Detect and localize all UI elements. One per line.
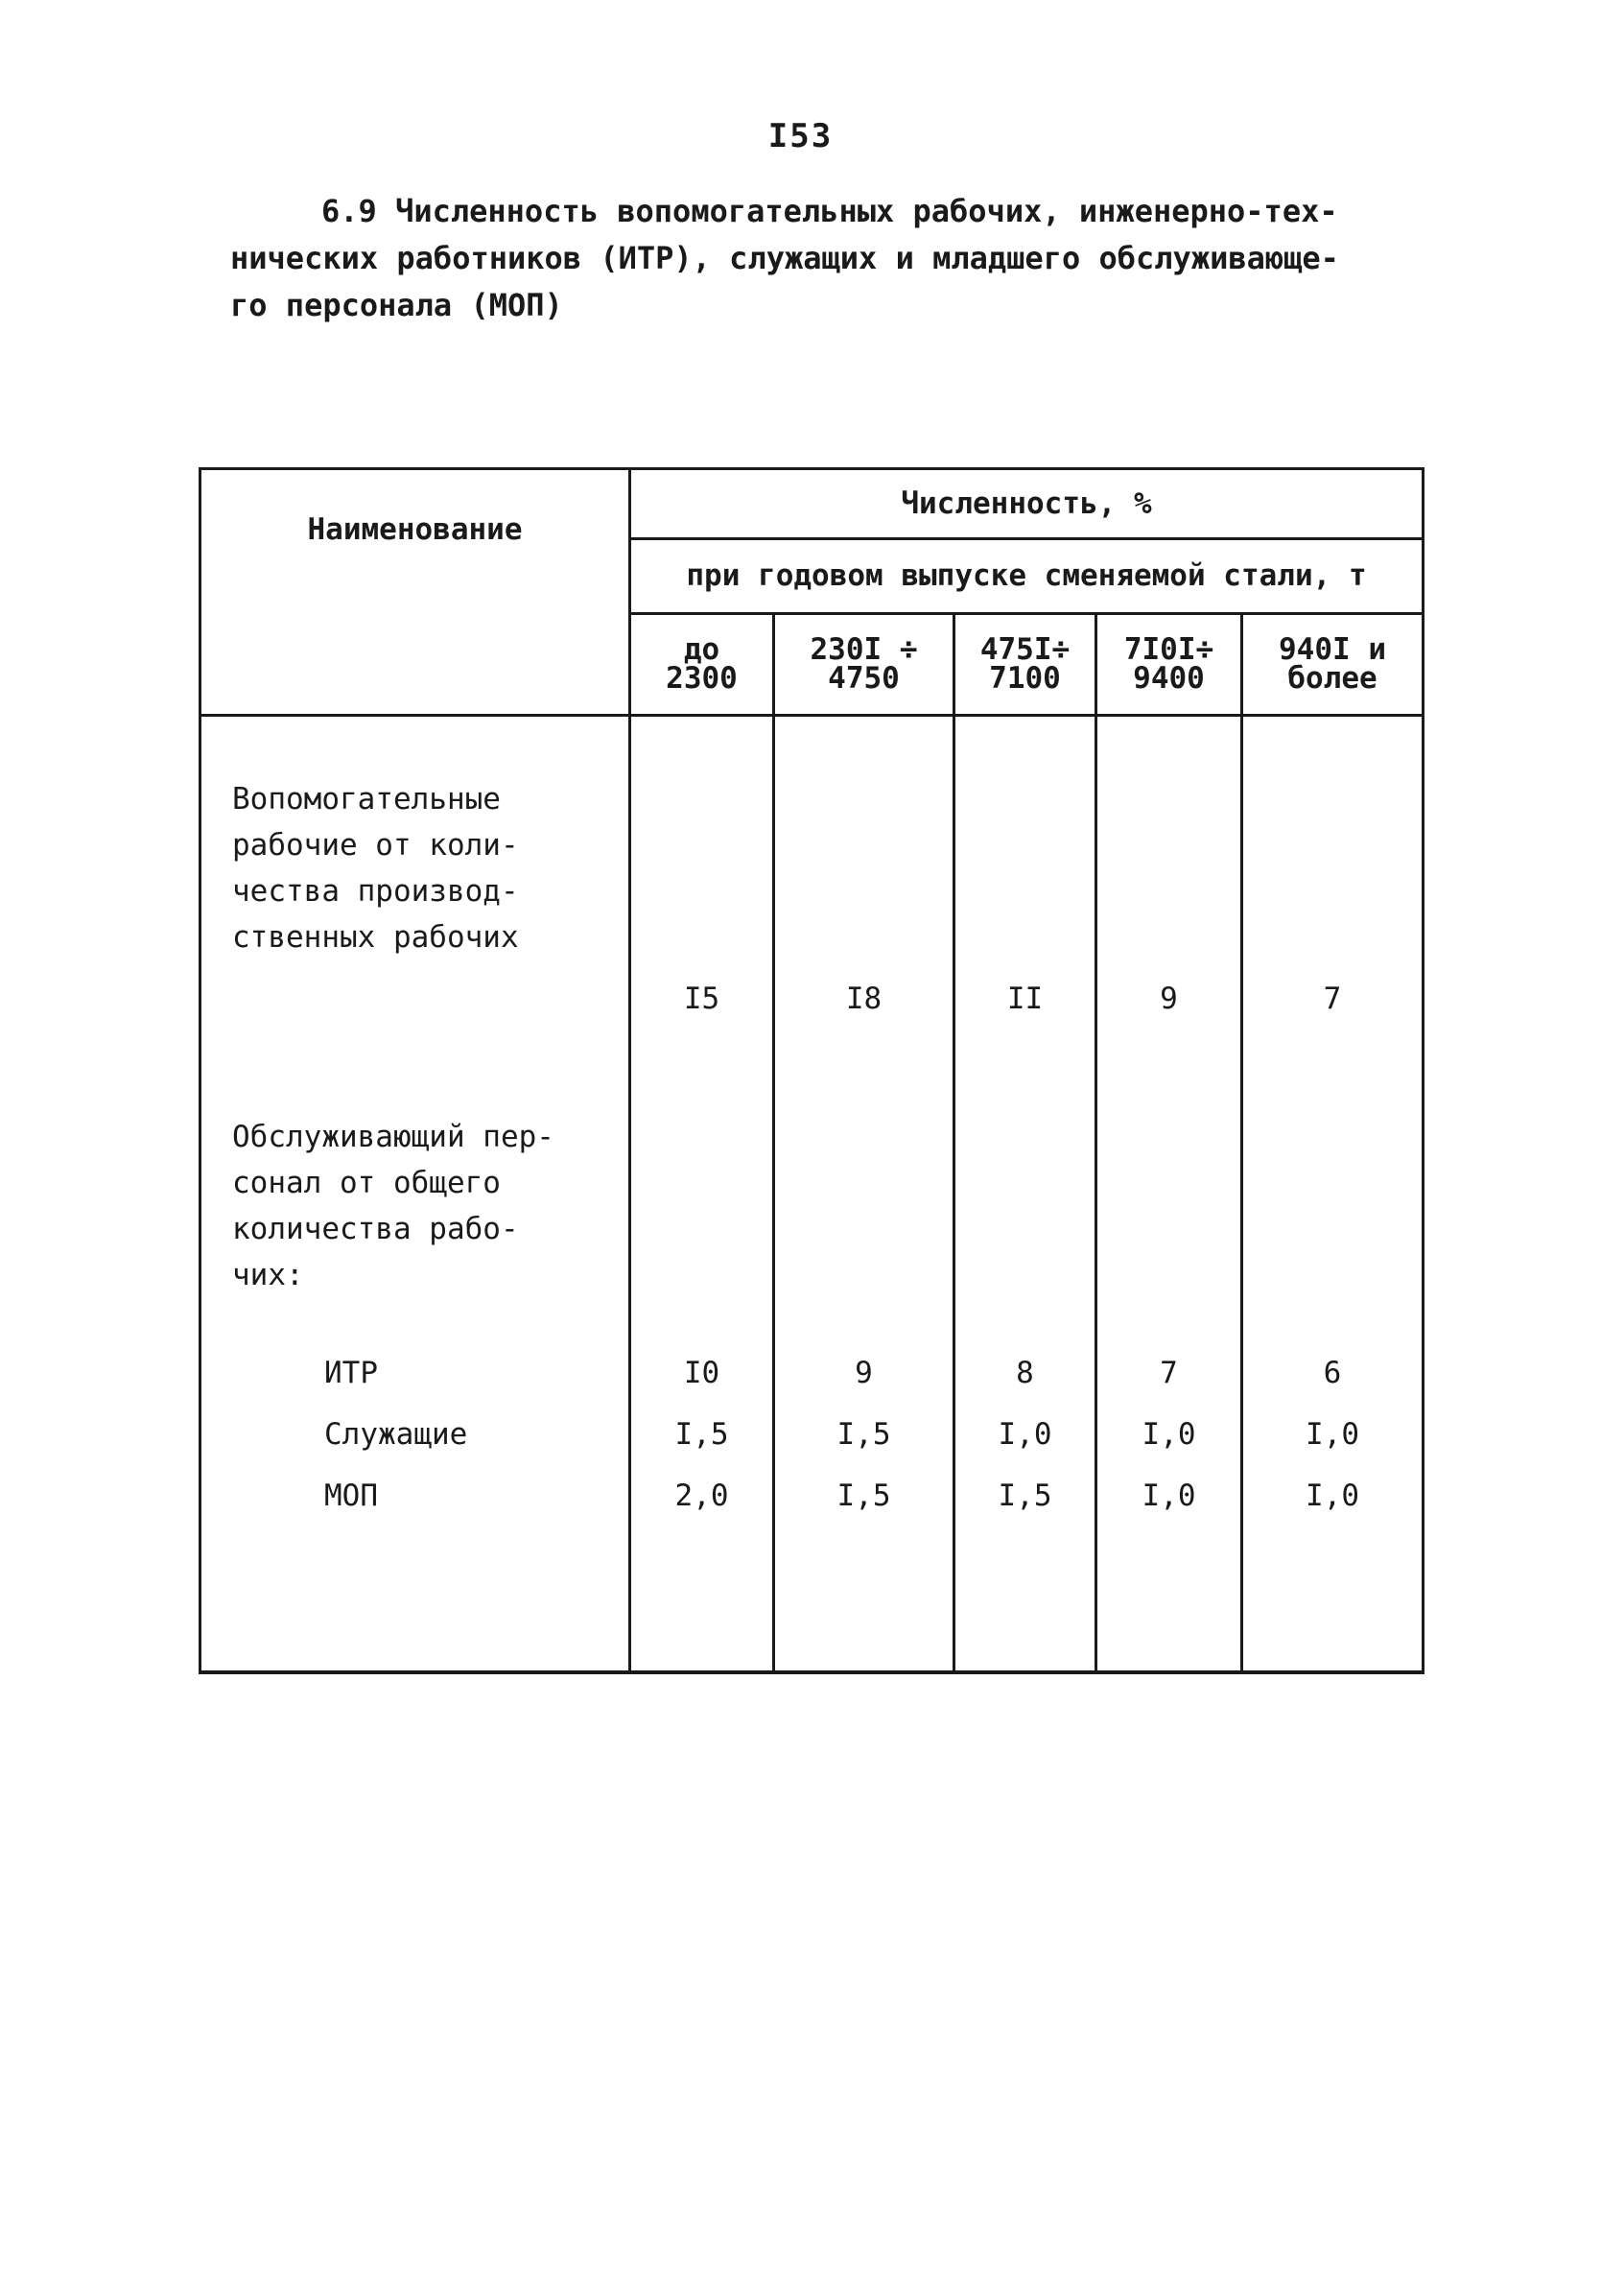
table-cell	[200, 1527, 630, 1672]
table-row	[200, 1054, 1424, 1342]
section-heading	[230, 188, 1353, 329]
heading-line: 6.9 Численность вопомогательных рабочих, инженерно-тех-	[321, 193, 1338, 229]
table-cell: I,5	[774, 1404, 954, 1465]
table-row	[200, 1342, 1424, 1404]
table-cell	[774, 1527, 954, 1672]
range-line: 7I0I÷	[1123, 632, 1214, 668]
range-line: 940I и	[1279, 632, 1386, 668]
table-cell: I,0	[954, 1404, 1096, 1465]
employees-label: Служащие	[200, 1404, 630, 1465]
table-cell: I,0	[1242, 1404, 1424, 1465]
label-line: рабочие от коли-	[232, 828, 519, 863]
range-line: 230I ÷	[810, 632, 918, 668]
table-cell: I0	[630, 1342, 774, 1404]
service-staff-label	[200, 1054, 630, 1342]
itr-label: ИТР	[200, 1342, 630, 1404]
table-cell: I,0	[1096, 1404, 1242, 1465]
range-line: 2300	[666, 661, 738, 697]
label-line: чих:	[232, 1258, 304, 1292]
table-cell	[630, 1527, 774, 1672]
table-cell	[1242, 1527, 1424, 1672]
table-row	[200, 1527, 1424, 1672]
count-header: Численность, %	[630, 469, 1424, 539]
table-row	[200, 716, 1424, 1055]
table-row	[200, 1465, 1424, 1527]
table-cell: 9	[1096, 716, 1242, 1055]
staffing-table	[199, 467, 1424, 1674]
page-number: I53	[767, 117, 834, 155]
label-line: количества рабо-	[232, 1212, 519, 1246]
range-line: 7100	[989, 661, 1061, 697]
table-cell	[1242, 1054, 1424, 1342]
range-header	[1242, 613, 1424, 715]
table-cell	[1096, 1054, 1242, 1342]
table-cell: I8	[774, 716, 954, 1055]
label-line: ственных рабочих	[232, 920, 519, 955]
range-header	[1096, 613, 1242, 715]
table-cell	[954, 1054, 1096, 1342]
range-line: 475I÷	[979, 632, 1071, 668]
label-line: Обслуживающий пер-	[232, 1120, 554, 1154]
range-line: более	[1287, 661, 1377, 697]
heading-line: нических работников (ИТР), служащих и младшего обслуживающе-	[230, 240, 1339, 276]
label-line: Вопомогательные	[232, 782, 501, 817]
table-cell: 7	[1096, 1342, 1242, 1404]
mop-label: МОП	[200, 1465, 630, 1527]
range-line: до	[683, 632, 720, 668]
table-cell	[630, 1054, 774, 1342]
table-cell: I,5	[954, 1465, 1096, 1527]
table-cell: 9	[774, 1342, 954, 1404]
table-row	[200, 1404, 1424, 1465]
table-cell: I,0	[1096, 1465, 1242, 1527]
table-cell: 8	[954, 1342, 1096, 1404]
range-line: 4750	[828, 661, 900, 697]
label-line: чества производ-	[232, 874, 519, 909]
table-cell: I,5	[774, 1465, 954, 1527]
table-cell: 6	[1242, 1342, 1424, 1404]
table-cell	[774, 1054, 954, 1342]
range-header	[954, 613, 1096, 715]
table-cell: I,5	[630, 1404, 774, 1465]
table-cell: 7	[1242, 716, 1424, 1055]
range-header	[774, 613, 954, 715]
table-cell: II	[954, 716, 1096, 1055]
range-line: 9400	[1133, 661, 1205, 697]
table-cell	[1096, 1527, 1242, 1672]
table-cell: I,0	[1242, 1465, 1424, 1527]
table-cell	[954, 1527, 1096, 1672]
table-cell: 2,0	[630, 1465, 774, 1527]
range-header	[630, 613, 774, 715]
name-column-header: Наименование	[200, 469, 630, 716]
release-header: при годовом выпуске сменяемой стали, т	[630, 538, 1424, 613]
table-cell: I5	[630, 716, 774, 1055]
label-line: сонал от общего	[232, 1166, 501, 1200]
heading-line: го персонала (МОП)	[230, 287, 563, 323]
aux-workers-label	[200, 716, 630, 1055]
